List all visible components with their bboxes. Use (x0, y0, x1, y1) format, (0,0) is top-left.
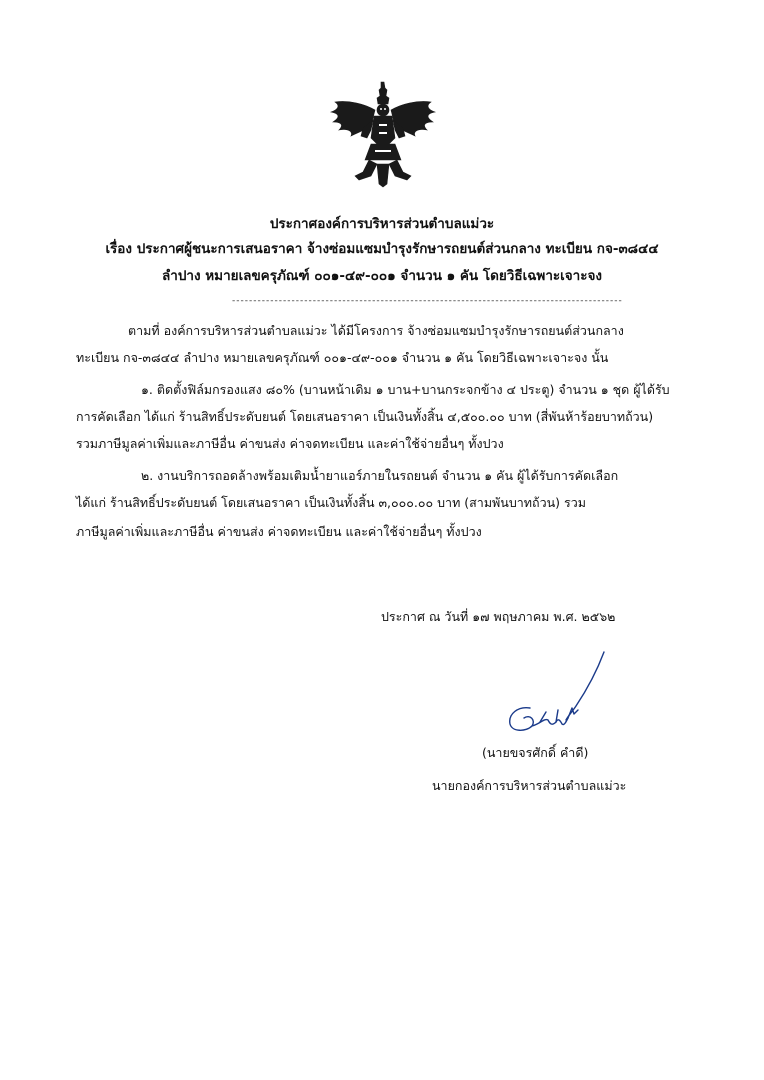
item2-line-2: ได้แก่ ร้านสิทธิ์ประดับยนต์ โดยเสนอราคา เป็นเงินทั้งสิ้น ๓,๐๐๐.๐๐ บาท (สามพันบาทถ้วน) รวม (76, 495, 586, 510)
item1-line-2: การคัดเลือก ได้แก่ ร้านสิทธิ์ประดับยนต์ โดยเสนอราคา เป็นเงินทั้งสิ้น ๔,๕๐๐.๐๐ บาท (สี่พันห้าร้อยบาทถ้วน) (76, 409, 654, 424)
subject-line-2: ลำปาง หมายเลขครุภัณฑ์ ๐๐๑-๔๙-๐๐๑ จำนวน ๑ คัน โดยวิธีเฉพาะเจาะจง (161, 268, 603, 284)
garuda-emblem-icon (327, 80, 439, 188)
item1-line-3: รวมภาษีมูลค่าเพิ่มและภาษีอื่น ค่าขนส่ง ค่าจดทะเบียน และค่าใช้จ่ายอื่นๆ ทั้งปวง (76, 436, 504, 451)
intro-line-1: ตามที่ องค์การบริหารส่วนตำบลแม่วะ ได้มีโครงการ จ้างซ่อมแซมบำรุงรักษารถยนต์ส่วนกลาง (128, 323, 624, 338)
handwritten-signature (500, 648, 615, 738)
item2-line-3: ภาษีมูลค่าเพิ่มและภาษีอื่น ค่าขนส่ง ค่าจดทะเบียน และค่าใช้จ่ายอื่นๆ ทั้งปวง (76, 524, 482, 539)
divider-line: -------------------------------------------------------------------------------------------- (232, 296, 623, 306)
signer-position: นายกองค์การบริหารส่วนตำบลแม่วะ (432, 778, 627, 793)
item1-line-1: ๑. ติดตั้งฟิล์มกรองแสง ๘๐% (บานหน้าเดิม ๑ บาน+บานกระจกข้าง ๔ ประตู) จำนวน ๑ ชุด ผู้ได้รับ (141, 382, 670, 397)
subject-line-1: เรื่อง ประกาศผู้ชนะการเสนอราคา จ้างซ่อมแซมบำรุงรักษารถยนต์ส่วนกลาง ทะเบียน กจ-๓๘๔๔ (105, 241, 659, 257)
announce-date: ประกาศ ณ วันที่ ๑๗ พฤษภาคม พ.ศ. ๒๕๖๒ (381, 609, 616, 624)
signer-name: (นายขจรศักดิ์ คำดี) (482, 745, 589, 760)
intro-line-2: ทะเบียน กจ-๓๘๔๔ ลำปาง หมายเลขครุภัณฑ์ ๐๐๑-๔๙-๐๐๑ จำนวน ๑ คัน โดยวิธีเฉพาะเจาะจง นั้น (76, 350, 609, 365)
item2-line-1: ๒. งานบริการถอดล้างพร้อมเติมน้ำยาแอร์ภายในรถยนต์ จำนวน ๑ คัน ผู้ได้รับการคัดเลือก (141, 468, 619, 483)
document-title: ประกาศองค์การบริหารส่วนตำบลแม่วะ (269, 216, 495, 232)
